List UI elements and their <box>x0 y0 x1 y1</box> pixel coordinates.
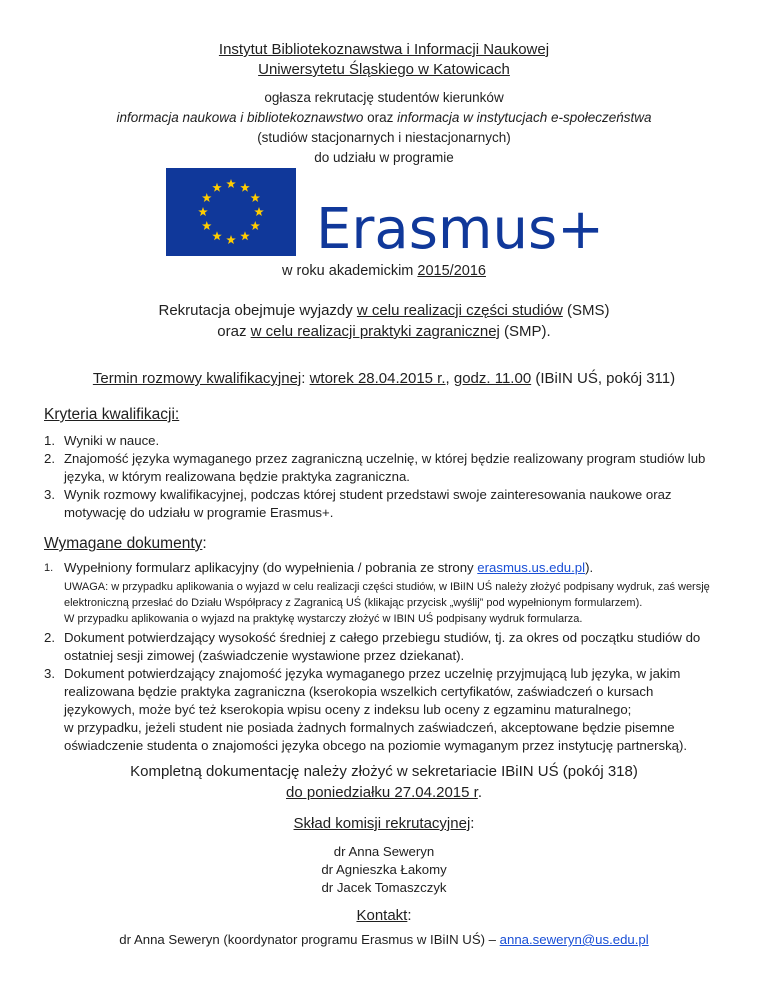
recruitment-line-2 <box>0 321 768 342</box>
announcement-intro <box>0 88 768 168</box>
list-number: 3. <box>44 666 55 681</box>
list-number: 1. <box>44 562 54 574</box>
criteria-title: Kryteria kwalifikacji: <box>44 406 180 423</box>
list-item <box>44 450 724 486</box>
note-smp: W przypadku aplikowania o wyjazd na praktykę wystarczy złożyć w IBIN UŚ podpisany wydruk formularza. <box>64 613 583 625</box>
criterion-text: Znajomość języka wymaganego przez zagraniczną uczelnię, w której będzie realizowany program studiów lub języka, w którym realizowana będzie praktyka zagraniczna. <box>64 451 706 484</box>
interview-label: Termin rozmowy kwalifikacyjnej <box>92 370 302 387</box>
contact-email-link[interactable]: anna.seweryn@us.edu.pl <box>499 932 649 947</box>
criteria-list <box>44 432 724 522</box>
smp-label: w celu realizacji praktyki zagranicznej <box>250 323 500 340</box>
erasmus-website-link[interactable]: erasmus.us.edu.pl <box>477 560 586 575</box>
interview-date <box>0 370 768 387</box>
committee-member: dr Agnieszka Łakomy <box>321 862 447 877</box>
interview-colon: : <box>301 370 310 387</box>
field-2: informacja w instytucjach e-społeczeństwa <box>397 110 652 125</box>
document-2-text: Dokument potwierdzający wysokość średniej z całego przebiegu studiów, tj. za okres od początku studiów do ostatniej sesji zimowej (zaświadczenie wystawione przez dziekanat). <box>64 630 701 663</box>
submission-place: Kompletną dokumentację należy złożyć w sekretariacie IBiIN UŚ (pokój 318) <box>130 763 638 780</box>
contact-title <box>0 907 768 924</box>
document-1-text: Wypełniony formularz aplikacyjny (do wypełnienia / pobrania ze strony <box>64 560 478 575</box>
institution-header <box>0 40 768 80</box>
deadline-dot: . <box>477 784 482 801</box>
deadline-date: do poniedziałku 27.04.2015 r <box>286 784 478 801</box>
rek-prefix: Rekrutacja obejmuje wyjazdy <box>158 302 357 319</box>
erasmus-plus-logo <box>166 168 606 256</box>
contact-colon: : <box>407 907 412 924</box>
program-intro: do udziału w programie <box>314 150 454 165</box>
list-item <box>44 629 724 665</box>
recruitment-line-1 <box>0 300 768 321</box>
submission-deadline <box>0 782 768 803</box>
conjunction: oraz <box>363 110 398 125</box>
sms-suffix: (SMS) <box>562 302 610 319</box>
year-prefix: w roku akademickim <box>282 263 418 279</box>
contact-person: dr Anna Seweryn (koordynator programu Erasmus w IBiIN UŚ) – <box>119 932 500 947</box>
committee-member: dr Anna Seweryn <box>333 844 435 859</box>
document-3-text-b: w przypadku, jeżeli student nie posiada żadnych formalnych zaświadczeń, akceptowane będzie pisemne oświadczenie studenta o znajomości języka obcego na poziomie wymaganym przez instytucję partnerską). <box>64 720 688 753</box>
committee-title <box>0 815 768 832</box>
contact-line <box>0 932 768 947</box>
smp-suffix: (SMP). <box>499 323 551 340</box>
committee-member: dr Jacek Tomaszczyk <box>321 880 447 895</box>
university-name: Uniwersytetu Śląskiego w Katowicach <box>258 61 510 78</box>
document-1-end: ). <box>585 560 594 575</box>
list-number: 2. <box>44 630 55 645</box>
interview-time: godz. 11.00 <box>453 370 532 387</box>
document-3-text: Dokument potwierdzający znajomość języka wymaganego przez uczelnię przyjmującą lub języka, w jakim realizowana będzie praktyka zagraniczna (kserokopia wszelkich certyfikatów, zaświadczeń o kursach językowych, może być też kserokopia wpisu oceny z indeksu lub oceny z egzaminu maturalnego; <box>64 666 681 717</box>
committee-members <box>0 843 768 897</box>
list-item <box>44 665 724 755</box>
list-number: 1. <box>44 433 55 448</box>
documents-title-text: Wymagane dokumenty <box>44 535 203 552</box>
contact-title-text: Kontakt <box>356 907 408 924</box>
academic-year <box>0 263 768 279</box>
list-item <box>44 559 724 627</box>
list-number: 3. <box>44 487 55 502</box>
documents-list <box>44 559 724 755</box>
committee-title-text: Skład komisji rekrutacyjnej <box>293 815 471 832</box>
committee-colon: : <box>470 815 475 832</box>
institute-name: Instytut Bibliotekoznawstwa i Informacji Naukowej <box>218 41 550 58</box>
criterion-text: Wyniki w nauce. <box>64 433 160 448</box>
submission-info <box>0 761 768 803</box>
interview-day: wtorek 28.04.2015 r. <box>309 370 446 387</box>
note-sms: UWAGA: w przypadku aplikowania o wyjazd w celu realizacji części studiów, w IBiIN UŚ należy złożyć podpisany wydruk, zaś wersję elektroniczną przesłać do Działu Współpracy z Zagranicą UŚ (klikając przycisk „wyślij” pod wypełnionym formularzem). <box>64 581 710 609</box>
interview-place: (IBiIN UŚ, pokój 311) <box>531 370 676 387</box>
study-modes: (studiów stacjonarnych i niestacjonarnych) <box>257 130 511 145</box>
list-number: 2. <box>44 451 55 466</box>
documents-colon: : <box>202 535 207 552</box>
documents-title <box>44 535 207 553</box>
criterion-text: Wynik rozmowy kwalifikacyjnej, podczas której student przedstawi swoje zainteresowania naukowe oraz motywację do udziału w programie Erasmus+. <box>64 487 672 520</box>
interview-comma: , <box>445 370 454 387</box>
fields-of-study <box>0 108 768 128</box>
year-value: 2015/2016 <box>417 263 486 279</box>
recruitment-scope <box>0 300 768 342</box>
sms-label: w celu realizacji części studiów <box>356 302 563 319</box>
field-1: informacja naukowa i bibliotekoznawstwo <box>116 110 364 125</box>
list-item <box>44 486 724 522</box>
erasmus-wordmark: Erasmus+ <box>316 197 605 256</box>
list-item <box>44 432 724 450</box>
intro-line: ogłasza rekrutację studentów kierunków <box>264 90 504 105</box>
rek2-prefix: oraz <box>217 323 251 340</box>
